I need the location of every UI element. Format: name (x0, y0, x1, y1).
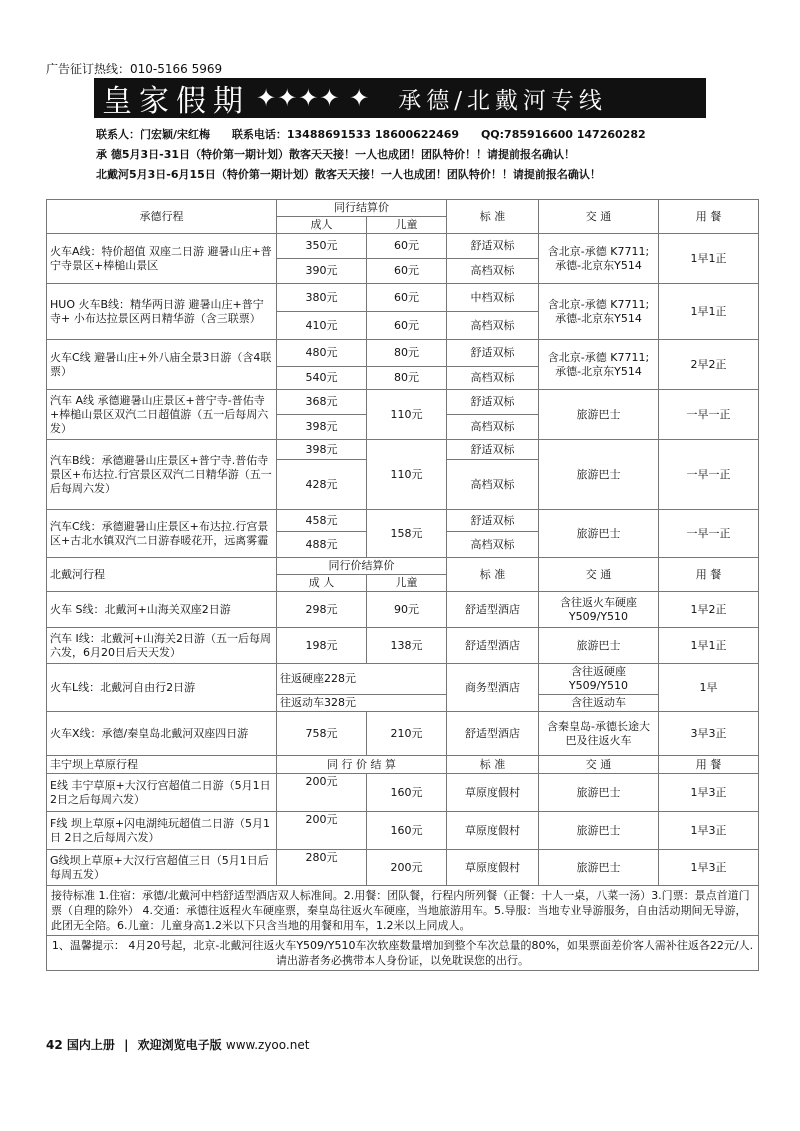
adult-price: 540元 (277, 367, 367, 390)
section-title-chengde: 承德行程 (47, 200, 277, 234)
meal: 一早一正 (659, 440, 759, 510)
meal: 1早3正 (659, 850, 759, 886)
route-name: E线 丰宁草原+大汉行宫超值二日游（5月1日 2日之后每周六发） (47, 774, 277, 812)
adult-header: 成人 (277, 217, 367, 234)
transport: 含北京-承德 K7711; 承德-北京东Y514 (539, 234, 659, 284)
child-price: 60元 (367, 312, 447, 340)
child-price: 160元 (367, 774, 447, 812)
child-price: 110元 (367, 440, 447, 510)
contact-phone: 联系电话：13488691533 18600622469 (231, 128, 460, 141)
meal: 1早3正 (659, 812, 759, 850)
standard: 中档双标 (447, 284, 539, 312)
contact-line (96, 126, 664, 142)
meal: 2早2正 (659, 340, 759, 390)
section-title-beidaihe: 北戴河行程 (47, 558, 277, 592)
page-number: 42 (46, 1038, 63, 1052)
transport: 旅游巴士 (539, 628, 659, 664)
adult-price: 488元 (277, 532, 367, 558)
transport-header: 交 通 (539, 200, 659, 234)
standard: 高档双标 (447, 415, 539, 440)
child-price: 60元 (367, 259, 447, 284)
standard: 高档双标 (447, 312, 539, 340)
child-price: 110元 (367, 390, 447, 440)
transport: 旅游巴士 (539, 850, 659, 886)
meal-header: 用 餐 (659, 558, 759, 592)
transport-header: 交 通 (539, 756, 659, 774)
transport: 旅游巴士 (539, 774, 659, 812)
route-name: 火车X线：承德/秦皇岛北戴河双座四日游 (47, 712, 277, 756)
price-header: 同行价结算价 (277, 558, 447, 575)
adult-price: 380元 (277, 284, 367, 312)
adult-price: 200元 (277, 774, 367, 812)
child-header: 儿童 (367, 217, 447, 234)
route-name: 汽车C线：承德避暑山庄景区+布达拉.行宫景区+古北水镇双汽二日游春暖花开，远离雾霾 (47, 510, 277, 558)
standard-header: 标 准 (447, 200, 539, 234)
standard: 舒适双标 (447, 234, 539, 259)
standard: 舒适型酒店 (447, 712, 539, 756)
route-name: 火车A线：特价超值 双座二日游 避暑山庄+普宁寺景区+棒槌山景区 (47, 234, 277, 284)
standard: 舒适型酒店 (447, 628, 539, 664)
standard: 高档双标 (447, 259, 539, 284)
adult-price: 398元 (277, 440, 367, 460)
meal: 一早一正 (659, 390, 759, 440)
route-name: G线坝上草原+大汉行宫超值三日（5月1日后 每周五发） (47, 850, 277, 886)
child-price: 138元 (367, 628, 447, 664)
adult-price: 往返硬座228元 (277, 664, 447, 695)
transport-header: 交 通 (539, 558, 659, 592)
title-banner (94, 78, 706, 118)
meal: 1早1正 (659, 234, 759, 284)
adult-price: 350元 (277, 234, 367, 259)
route-name: 火车L线：北戴河自由行2日游 (47, 664, 277, 712)
contact-people: 联系人：门宏颖/宋红梅 (96, 128, 211, 141)
standard: 草原度假村 (447, 850, 539, 886)
child-price: 80元 (367, 340, 447, 367)
standard: 舒适双标 (447, 510, 539, 532)
contact-qq: QQ:785916600 147260282 (480, 128, 646, 141)
price-header: 同行结算价 (277, 200, 447, 217)
transport: 含往返硬座 Y509/Y510 (539, 664, 659, 695)
transport: 含往返火车硬座 Y509/Y510 (539, 592, 659, 628)
section-title-fengning: 丰宁坝上草原行程 (47, 756, 277, 774)
child-price: 210元 (367, 712, 447, 756)
itinerary-table (46, 199, 759, 971)
child-price: 160元 (367, 812, 447, 850)
standard: 舒适型酒店 (447, 592, 539, 628)
meal-header: 用 餐 (659, 200, 759, 234)
route-name: HUO 火车B线：精华两日游 避暑山庄+普宁寺+ 小布达拉景区两日精华游（含三联票） (47, 284, 277, 340)
route-name: 汽车 A线 承德避暑山庄景区+普宁寺-普佑寺+棒槌山景区双汽二日超值游（五一后每周六发） (47, 390, 277, 440)
transport: 旅游巴士 (539, 510, 659, 558)
route-name: F线 坝上草原+闪电湖纯玩超值二日游（5月1日 2日之后每周六发） (47, 812, 277, 850)
route-name: 火车 S线：北戴河+山海关双座2日游 (47, 592, 277, 628)
meal-header: 用 餐 (659, 756, 759, 774)
standard: 商务型酒店 (447, 664, 539, 712)
warm-tips: 1、温馨提示： 4月20号起，北京-北戴河往返火车Y509/Y510车次软座数量增加到整个车次总量的80%，如果票面差价客人需补往返各22元/人.请出游者务必携带本人身份证，以免耽误您的出行。 (47, 936, 759, 971)
meal: 3早3正 (659, 712, 759, 756)
adult-price: 298元 (277, 592, 367, 628)
adult-price: 410元 (277, 312, 367, 340)
transport: 旅游巴士 (539, 390, 659, 440)
standard: 舒适双标 (447, 440, 539, 460)
page-footer: 42 国内上册 | 欢迎浏览电子版 www.zyoo.net (46, 1038, 310, 1052)
footer-slogan: 欢迎浏览电子版 (137, 1038, 222, 1052)
meal: 1早3正 (659, 774, 759, 812)
child-price: 90元 (367, 592, 447, 628)
adult-price: 428元 (277, 460, 367, 510)
section-name: 国内上册 (66, 1038, 115, 1052)
route-name: 火车C线 避暑山庄+外八庙全景3日游（含4联票） (47, 340, 277, 390)
standard-header: 标 准 (447, 558, 539, 592)
transport: 含北京-承德 K7711; 承德-北京东Y514 (539, 284, 659, 340)
meal: 1早 (659, 664, 759, 712)
adult-price: 398元 (277, 415, 367, 440)
adult-price: 200元 (277, 812, 367, 850)
child-header: 儿童 (367, 575, 447, 592)
standard-header: 标 准 (447, 756, 539, 774)
child-price: 80元 (367, 367, 447, 390)
notice-chengde: 承 德5月3日-31日（特价第一期计划）散客天天接！一人也成团！团队特价！！请提前报名确认！ (96, 148, 576, 161)
standard: 高档双标 (447, 367, 539, 390)
adult-price: 458元 (277, 510, 367, 532)
route-name: 汽车B线：承德避暑山庄景区+普宁寺.普佑寺景区+布达拉.行宫景区双汽二日精华游（五一后每周六发） (47, 440, 277, 510)
adult-price: 198元 (277, 628, 367, 664)
adult-price: 往返动车328元 (277, 695, 447, 712)
adult-header: 成 人 (277, 575, 367, 592)
meal: 1早1正 (659, 628, 759, 664)
standard: 草原度假村 (447, 774, 539, 812)
route-title: 承德/北戴河专线 (398, 87, 607, 114)
standard: 高档双标 (447, 532, 539, 558)
reception-standards: 接待标准 1.住宿：承德/北戴河中档舒适型酒店双人标准间。2.用餐：团队餐，行程内所列餐（正餐：十人一桌，八菜一汤）3.门票：景点首道门票（自理的除外） 4.交通：承德往返程火车硬座票，秦皇岛往返火车硬座，当地旅游用车。5.导服：当地专业导游服务，自由活动期间无导游，此团无全陪。6.儿童：儿童身高1.2米以下只含当地的用餐和用车，1.2米以上同成人。 (47, 886, 759, 936)
standard: 舒适双标 (447, 390, 539, 415)
standard: 舒适双标 (447, 340, 539, 367)
child-price: 158元 (367, 510, 447, 558)
brand-title: 皇家假期 (102, 84, 250, 119)
transport: 含往返动车 (539, 695, 659, 712)
star-icons: ✦✦✦✦ ✦ (256, 84, 371, 112)
adult-price: 390元 (277, 259, 367, 284)
transport: 含秦皇岛-承德长途大巴及往返火车 (539, 712, 659, 756)
adult-price: 368元 (277, 390, 367, 415)
transport: 旅游巴士 (539, 812, 659, 850)
price-header: 同 行 价 结 算 (277, 756, 447, 774)
child-price: 60元 (367, 284, 447, 312)
transport: 旅游巴士 (539, 440, 659, 510)
meal: 1早2正 (659, 592, 759, 628)
notice-beidaihe: 北戴河5月3日-6月15日（特价第一期计划）散客天天接！一人也成团！团队特价！！请提前报名确认！ (96, 168, 601, 181)
transport: 含北京-承德 K7711; 承德-北京东Y514 (539, 340, 659, 390)
adult-price: 758元 (277, 712, 367, 756)
child-price: 200元 (367, 850, 447, 886)
adult-price: 480元 (277, 340, 367, 367)
meal: 一早一正 (659, 510, 759, 558)
ad-hotline: 广告征订热线：010-5166 5969 (46, 62, 223, 76)
standard: 草原度假村 (447, 812, 539, 850)
route-name: 汽车 I线：北戴河+山海关2日游（五一后每周六发，6月20日后天天发） (47, 628, 277, 664)
footer-url[interactable]: www.zyoo.net (225, 1038, 310, 1052)
meal: 1早1正 (659, 284, 759, 340)
adult-price: 280元 (277, 850, 367, 886)
standard: 高档双标 (447, 460, 539, 510)
child-price: 60元 (367, 234, 447, 259)
